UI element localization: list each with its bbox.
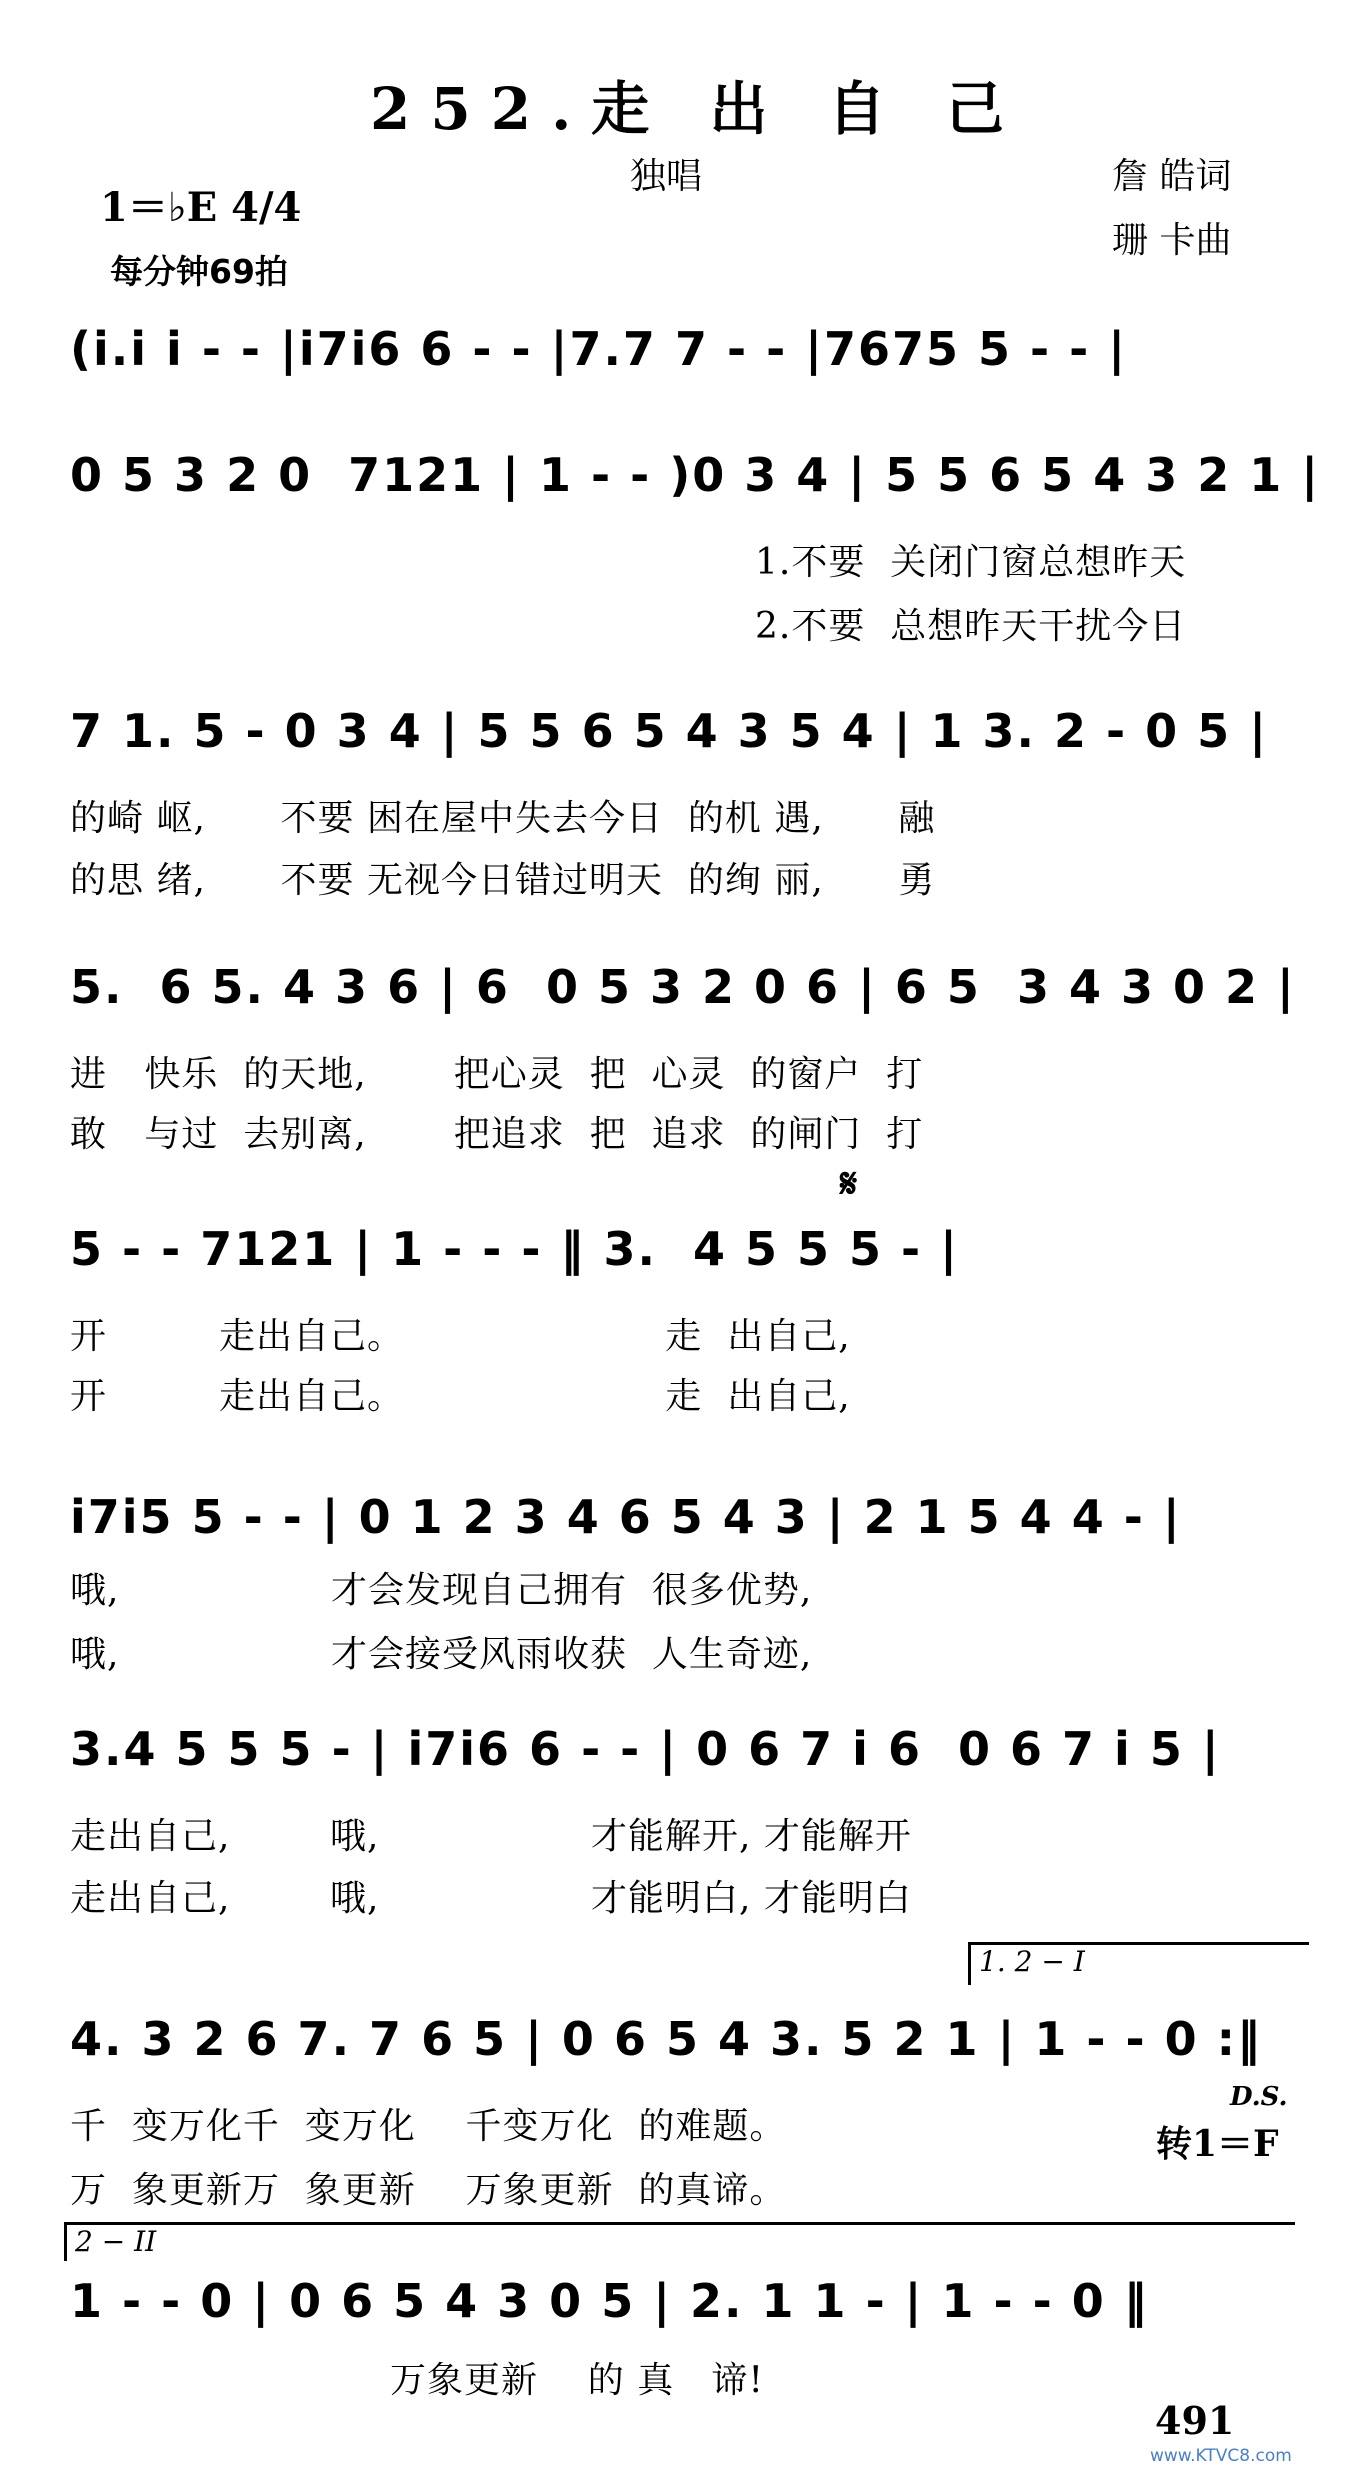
lyricist-credit: 詹 皓词 <box>1112 156 1232 197</box>
second-ending-bracket: 2 − II <box>64 2222 1295 2261</box>
notation-row: 3.4 5 5 5 - | i7i6 6 - - | 0 6 7 i 6 0 6 7 i 5 | <box>70 1722 1221 1776</box>
lyric-line: 的思 绪, 不要 无视今日错过明天 的绚 丽, 勇 <box>70 860 936 901</box>
lyric-line: 的崎 岖, 不要 困在屋中失去今日 的机 遇, 融 <box>70 798 936 839</box>
lyric-line: 万 象更新万 象更新 万象更新 的真谛。 <box>70 2170 787 2211</box>
ds-marking: D.S. <box>1230 2082 1288 2112</box>
notation-row: i7i5 5 - - | 0 1 2 3 4 6 5 4 3 | 2 1 5 4 4 - | <box>70 1490 1182 1544</box>
modulation-marking: 转1＝F <box>1156 2123 1279 2165</box>
lyric-line: 走出自己, 哦, 才能解开, 才能解开 <box>70 1816 912 1857</box>
notation-row: 5. 6 5. 4 3 6 | 6 0 5 3 2 0 6 | 6 5 3 4 3 0 2 | <box>70 960 1296 1014</box>
lyric-line: 开 走出自己。 走 出自己, <box>70 1316 851 1357</box>
lyric-line: 哦, 才会发现自己拥有 很多优势, <box>70 1570 813 1611</box>
segno-sign: 𝄋 <box>840 1160 858 1207</box>
lyric-line: 开 走出自己。 走 出自己, <box>70 1376 851 1417</box>
page-number: 491 <box>1155 2398 1235 2443</box>
performance-type: 独唱 <box>630 156 703 197</box>
notation-row: (i.i i - - |i7i6 6 - - |7.7 7 - - |7675 5 - - | <box>70 322 1128 376</box>
lyric-line: 敢 与过 去别离, 把追求 把 追求 的闸门 打 <box>70 1114 924 1155</box>
notation-row: 4. 3 2 6 7. 7 6 5 | 0 6 5 4 3. 5 2 1 | 1 - - 0 :‖ <box>70 2012 1263 2066</box>
lyric-line: 走出自己, 哦, 才能明白, 才能明白 <box>70 1878 912 1919</box>
lyric-line: 1.不要 关闭门窗总想昨天 <box>755 542 1187 583</box>
notation-row: 0 5 3 2 0 7121 | 1 - - )0 3 4 | 5 5 6 5 4 3 2 1 | <box>70 448 1321 502</box>
tempo-marking: 每分钟69拍 <box>110 252 288 291</box>
lyric-line: 万象更新 的 真 谛! <box>390 2360 765 2401</box>
notation-row: 1 - - 0 | 0 6 5 4 3 0 5 | 2. 1 1 - | 1 - - 0 ‖ <box>70 2274 1149 2328</box>
lyric-line: 哦, 才会接受风雨收获 人生奇迹, <box>70 1634 813 1675</box>
watermark: www.KTVC8.com <box>1150 2446 1292 2466</box>
lyric-line: 2.不要 总想昨天干扰今日 <box>755 606 1187 647</box>
song-title: 252.走 出 自 己 <box>370 75 1024 143</box>
first-ending-bracket: 1. 2 − I <box>968 1942 1309 1985</box>
notation-row: 7 1. 5 - 0 3 4 | 5 5 6 5 4 3 5 4 | 1 3. 2 - 0 5 | <box>70 704 1269 758</box>
lyric-line: 进 快乐 的天地, 把心灵 把 心灵 的窗户 打 <box>70 1054 924 1095</box>
lyric-line: 千 变万化千 变万化 千变万化 的难题。 <box>70 2106 787 2147</box>
composer-credit: 珊 卡曲 <box>1112 220 1232 261</box>
notation-row: 5 - - 7121 | 1 - - - ‖ 3. 4 5 5 5 - | <box>70 1222 959 1276</box>
key-signature: 1＝♭E 4/4 <box>100 184 302 231</box>
